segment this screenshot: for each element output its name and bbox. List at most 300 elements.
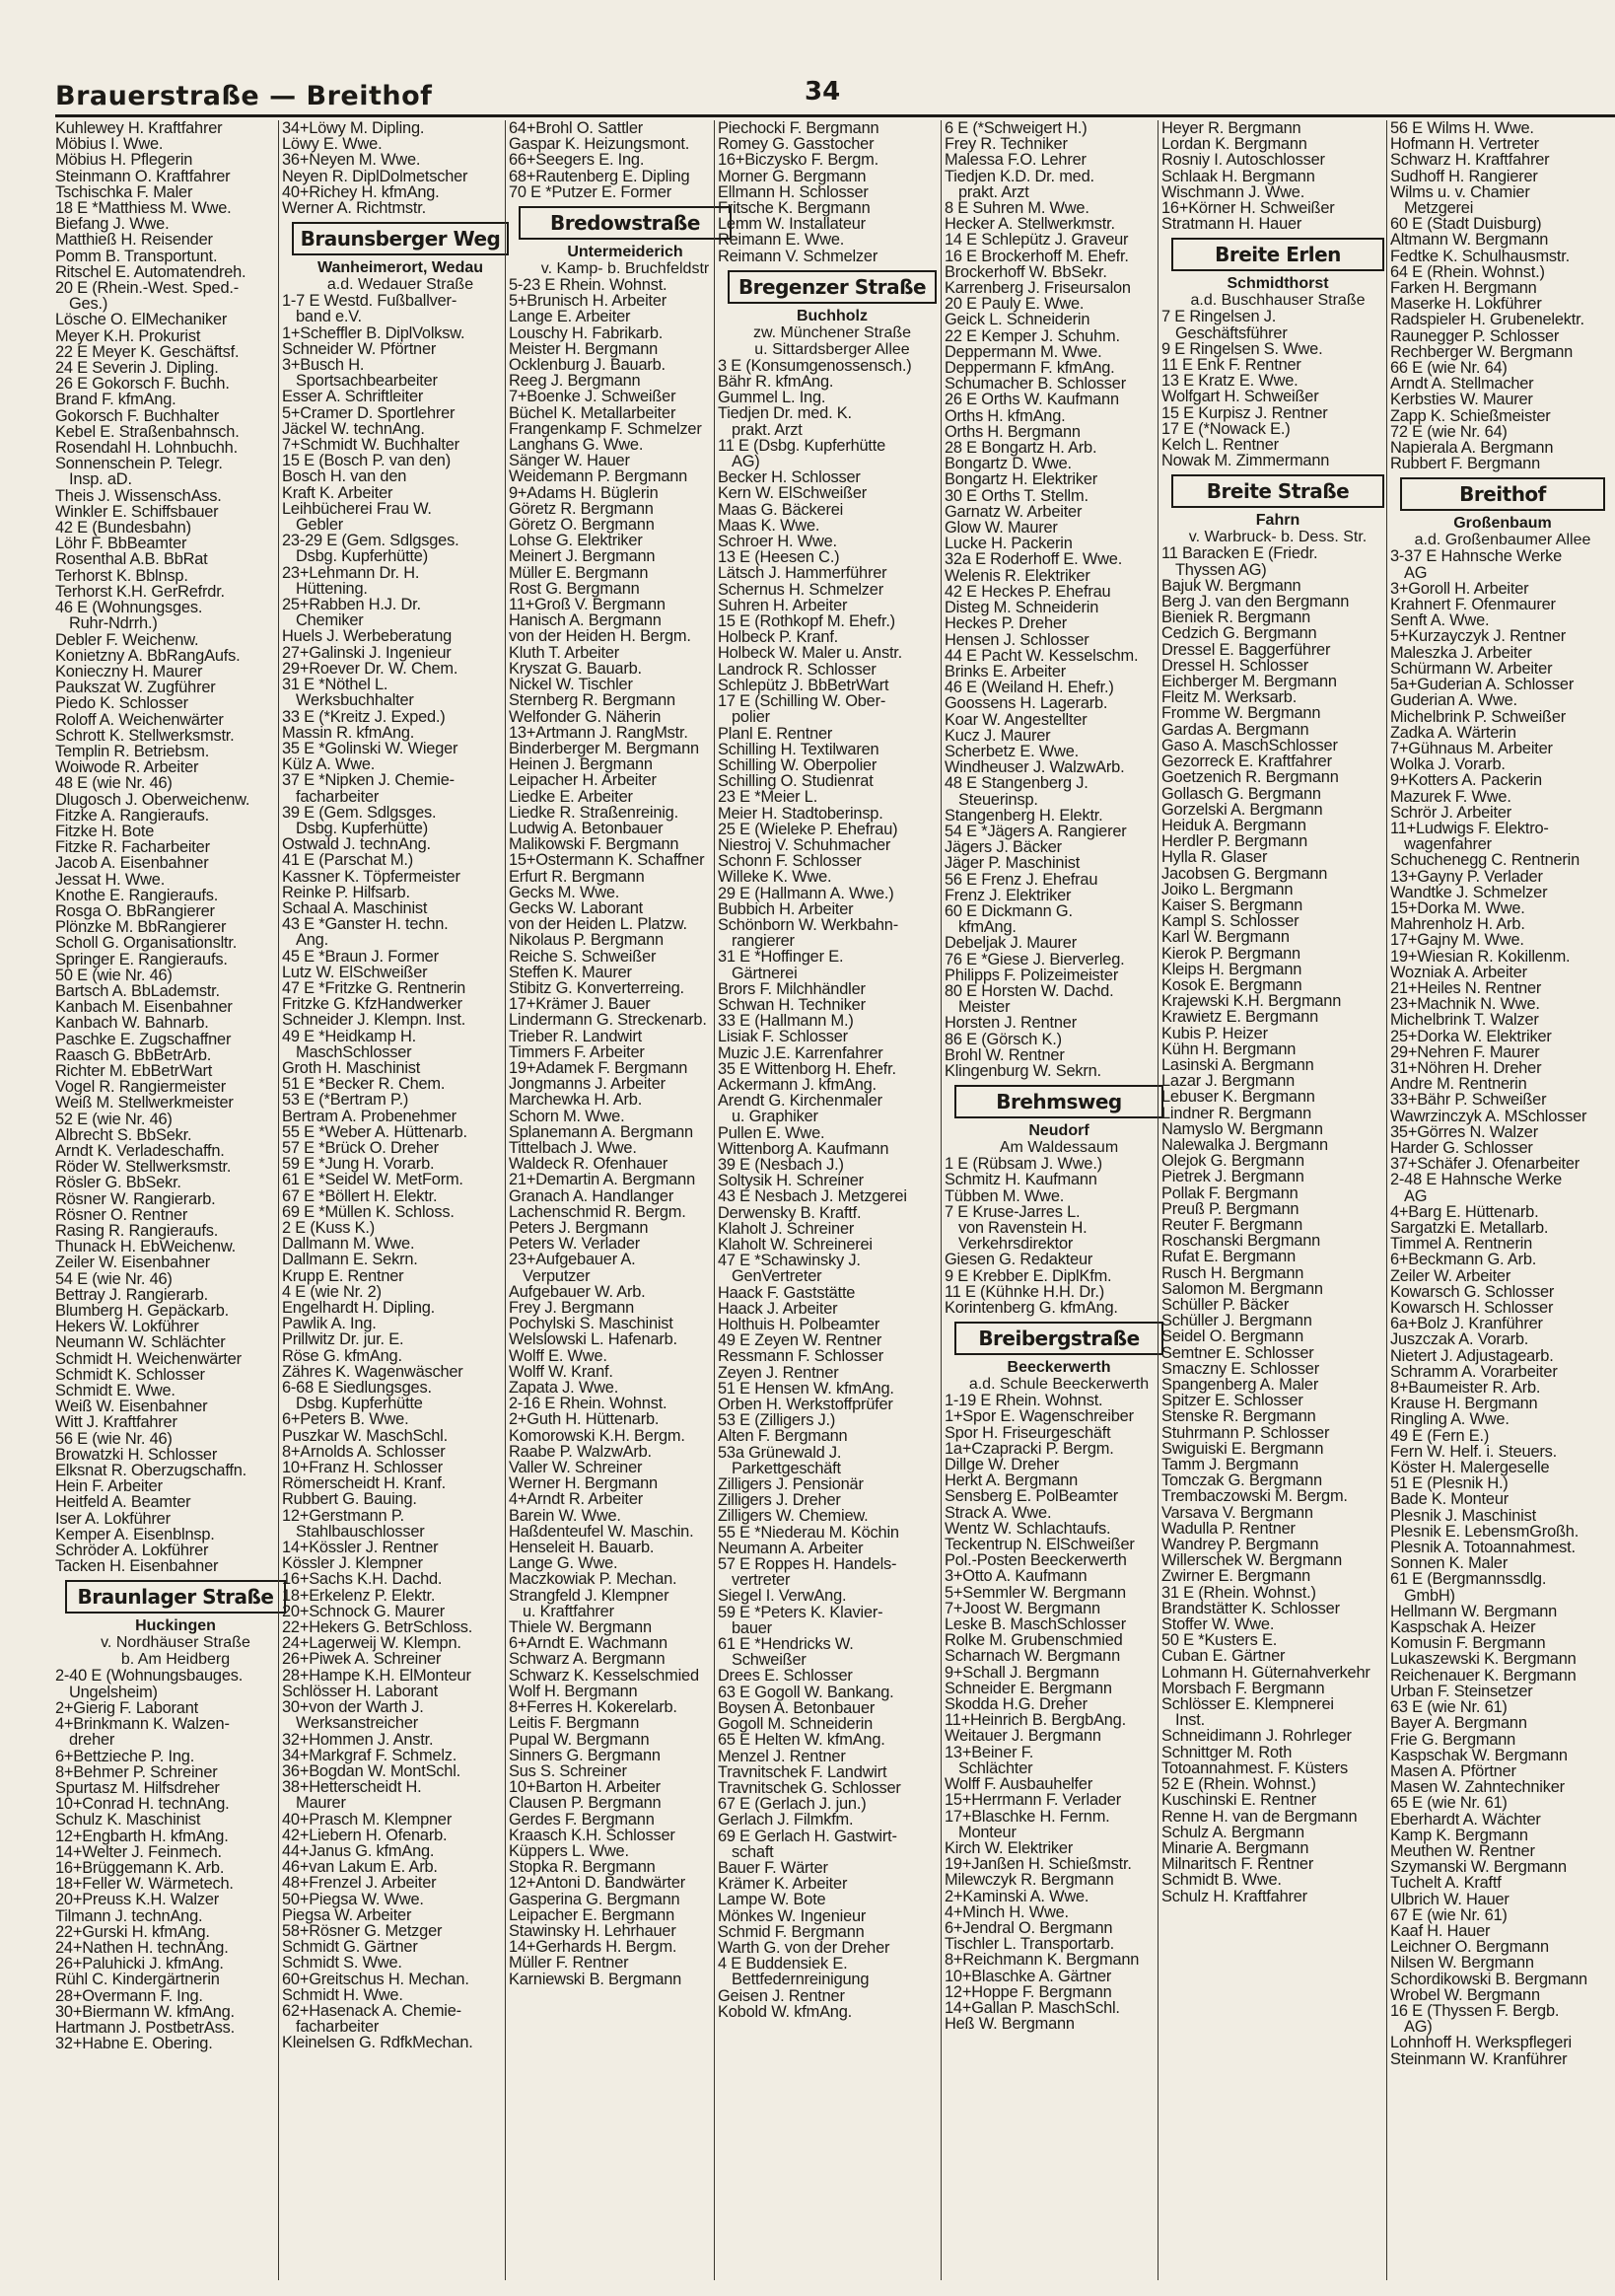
directory-entry: Ludwig A. Betonbauer: [509, 819, 664, 837]
directory-entry: Lohnhoff H. Werkspflegeri: [1390, 2034, 1572, 2052]
street-location: zw. Münchener Straße: [752, 323, 912, 341]
directory-entry: Krawietz E. Bergmann: [1161, 1008, 1319, 1027]
directory-entry: Weiß W. Eisenbahner: [55, 1398, 208, 1416]
directory-entry: 3+Goroll H. Arbeiter: [1390, 579, 1529, 598]
directory-entry: Rechberger W. Bergmann: [1390, 342, 1574, 361]
directory-entry: 37+Schäfer J. Ofenarbeiter: [1390, 1155, 1580, 1174]
directory-entry: Gummel L. Ing.: [718, 389, 826, 407]
directory-entry: Fern W. Helf. i. Steuers.: [1390, 1442, 1557, 1461]
directory-entry: Jongmanns J. Arbeiter: [509, 1075, 666, 1094]
directory-entry: Spor H. Friseurgeschäft: [945, 1423, 1111, 1442]
directory-entry: Zapp K. Schießmeister: [1390, 406, 1551, 425]
directory-entry: 49 E *Heidkamp H.: [282, 1027, 416, 1045]
directory-entry: Urban F. Steinsetzer: [1390, 1682, 1533, 1700]
directory-entry: Kluth T. Arbeiter: [509, 643, 620, 662]
directory-entry: Rosenthal A.B. BbRat: [55, 550, 208, 569]
directory-entry: Neyen R. DiplDolmetscher: [282, 167, 468, 185]
directory-entry: 62+Hasenack A. Chemie-: [282, 2001, 461, 2020]
directory-entry: Tuchelt A. Kraftf: [1390, 1874, 1502, 1893]
directory-entry: Jacob A. Eisenbahner: [55, 854, 209, 873]
directory-entry: Hylla R. Glaser: [1161, 848, 1268, 867]
directory-entry: Welslowski L. Hafenarb.: [509, 1330, 677, 1349]
directory-entry: Bubbich H. Arbeiter: [718, 899, 854, 918]
entry-continuation: rangierer: [732, 932, 795, 951]
directory-entry: 6+Bettzieche P. Ing.: [55, 1747, 195, 1765]
directory-entry: Strangfeld J. Klempner: [509, 1586, 669, 1605]
directory-entry: 3+Otto A. Kaufmann: [945, 1567, 1088, 1586]
directory-entry: Jägers J. Bäcker: [945, 838, 1062, 857]
directory-entry: Krajewski K.H. Bergmann: [1161, 992, 1342, 1011]
directory-entry: Pochylski S. Maschinist: [509, 1315, 673, 1333]
directory-entry: Garnatz W. Arbeiter: [945, 502, 1083, 521]
directory-entry: Raasch G. BbBetrArb.: [55, 1045, 212, 1064]
directory-entry: 11+Groß V. Bergmann: [509, 596, 666, 614]
directory-entry: 53 E (*Bertram P.): [282, 1091, 409, 1110]
directory-entry: 8+Ferres H. Kokerelarb.: [509, 1698, 677, 1717]
directory-entry: Reeg J. Bergmann: [509, 372, 641, 391]
directory-entry: Mazurek F. Wwe.: [1390, 787, 1511, 806]
directory-entry: Lange E. Arbeiter: [509, 308, 631, 326]
directory-entry: Haßdenteufel W. Maschin.: [509, 1522, 694, 1541]
directory-entry: Bähr R. kfmAng.: [718, 373, 834, 392]
directory-entry: Rosga O. BbRangierer: [55, 901, 215, 920]
directory-entry: 17+Gajny M. Wwe.: [1390, 931, 1524, 950]
directory-entry: 12+Antoni D. Bandwärter: [509, 1874, 685, 1893]
directory-entry: Dressel H. Schlosser: [1161, 656, 1309, 675]
directory-entry: Pollak F. Bergmann: [1161, 1184, 1299, 1202]
directory-entry: 13 E Kratz E. Wwe.: [1161, 372, 1299, 391]
street-location: a.d. Schule Beeckerwerth: [968, 1376, 1150, 1394]
directory-entry: Kerbsties W. Maurer: [1390, 391, 1533, 409]
directory-entry: Jäckel W. technAng.: [282, 419, 425, 438]
directory-entry: 15 E (Bosch P. van den): [282, 452, 451, 470]
directory-entry: Aufgebauer W. Arb.: [509, 1282, 646, 1301]
directory-entry: Gaso A. MaschSchlosser: [1161, 736, 1338, 754]
directory-entry: Löhr F. BbBeamter: [55, 535, 187, 553]
directory-entry: Trieber R. Landwirt: [509, 1027, 642, 1045]
directory-entry: Wadulla P. Rentner: [1161, 1519, 1296, 1538]
street-location: v. Kamp- b. Bruchfeldstr: [540, 260, 710, 278]
directory-entry: 56 E Wilms H. Wwe.: [1390, 120, 1534, 137]
directory-entry: Schnittger M. Roth: [1161, 1743, 1293, 1761]
directory-entry: Rösler G. BbSekr.: [55, 1174, 181, 1192]
directory-entry: 54 E (wie Nr. 46): [55, 1269, 173, 1288]
directory-entry: Neumann W. Schlächter: [55, 1333, 226, 1352]
directory-entry: Gecks M. Wwe.: [509, 883, 620, 901]
directory-entry: Sudhoff H. Rangierer: [1390, 167, 1538, 185]
directory-entry: Hein F. Arbeiter: [55, 1477, 163, 1496]
directory-entry: 19+Adamek F. Bergmann: [509, 1058, 688, 1077]
directory-entry: Stibitz G. Konverterreing.: [509, 978, 684, 997]
directory-entry: Zeiler W. Arbeiter: [1390, 1266, 1511, 1285]
directory-entry: Köster H. Malergeselle: [1390, 1459, 1550, 1477]
directory-entry: Ellmann H. Schlosser: [718, 182, 869, 201]
directory-entry: Harder G. Schlosser: [1390, 1138, 1533, 1157]
entry-continuation: prakt. Arzt: [958, 182, 1029, 201]
entry-continuation: Thyssen AG): [1175, 560, 1267, 579]
directory-entry: Bongartz D. Wwe.: [945, 455, 1072, 473]
directory-entry: 53a Grünewald J.: [718, 1443, 842, 1462]
directory-entry: Suhren H. Arbeiter: [718, 596, 848, 614]
directory-entry: Andre M. Rentnerin: [1390, 1075, 1527, 1094]
directory-entry: 5+Semmler W. Bergmann: [945, 1583, 1126, 1602]
directory-entry: Zilligers J. Dreher: [718, 1491, 841, 1510]
directory-entry: 56 E Frenz J. Ehefrau: [945, 870, 1098, 889]
directory-entry: Plesnik A. Totoannahmest.: [1390, 1539, 1576, 1557]
directory-entry: 16 E (Thyssen F. Bergb.: [1390, 2001, 1560, 2020]
directory-entry: Vogel R. Rangiermeister: [55, 1078, 227, 1097]
directory-entry: Pupal W. Bergmann: [509, 1730, 650, 1749]
directory-entry: Leitis F. Bergmann: [509, 1714, 640, 1733]
directory-entry: Raabe P. WalzwArb.: [509, 1442, 652, 1461]
directory-entry: 6+Beckmann G. Arb.: [1390, 1251, 1537, 1269]
directory-entry: Deppermann M. Wwe.: [945, 342, 1102, 361]
entry-continuation: Bettfedernreinigung: [732, 1971, 870, 1989]
entry-continuation: AG): [732, 453, 760, 471]
street-location: v. Nordhäuser Straße: [101, 1634, 250, 1652]
entry-continuation: Ungelsheim): [69, 1683, 158, 1701]
directory-entry: 41 E (Parschat M.): [282, 851, 414, 870]
district-label: Huckingen: [135, 1617, 216, 1635]
entry-continuation: Metzgerei: [1404, 199, 1474, 218]
directory-entry: Möbius H. Pflegerin: [55, 151, 193, 170]
directory-entry: 47 E *Fritzke G. Rentnerin: [282, 978, 466, 997]
directory-entry: Schmidt H. Wwe.: [282, 1985, 403, 2004]
directory-entry: Peters J. Bergmann: [509, 1219, 649, 1237]
directory-entry: Leske B. MaschSchlosser: [945, 1615, 1126, 1634]
directory-entry: 2+Gierig F. Laborant: [55, 1698, 198, 1717]
directory-entry: Binderberger M. Bergmann: [509, 739, 699, 757]
directory-entry: Schwarz A. Bergmann: [509, 1650, 666, 1669]
directory-entry: Lisiak F. Schlosser: [718, 1028, 848, 1046]
directory-entry: 46+van Lakum E. Arb.: [282, 1858, 438, 1877]
directory-entry: Krahnert F. Ofenmaurer: [1390, 596, 1556, 614]
directory-entry: 14+Gallan P. MaschSchl.: [945, 1998, 1120, 2017]
directory-entry: 6a+Bolz J. Kranführer: [1390, 1315, 1543, 1333]
directory-entry: Geick L. Schneiderin: [945, 311, 1090, 329]
directory-entry: Ringling A. Wwe.: [1390, 1410, 1510, 1429]
directory-entry: Eberhardt A. Wächter: [1390, 1810, 1541, 1829]
directory-entry: Bade K. Monteur: [1390, 1490, 1510, 1509]
directory-entry: Lohse G. Elektriker: [509, 532, 643, 550]
directory-entry: 5+Cramer D. Sportlehrer: [282, 403, 456, 422]
directory-entry: 46 E (Wohnungsges.: [55, 599, 203, 617]
directory-entry: Schneider E. Bergmann: [945, 1679, 1112, 1697]
directory-entry: 7 E Ringelsen J.: [1161, 308, 1277, 326]
directory-entry: Hellmann W. Bergmann: [1390, 1602, 1558, 1620]
column-4: [714, 120, 947, 2280]
directory-entry: Piechocki F. Bergmann: [718, 120, 879, 137]
directory-entry: 2-40 E (Wohnungsbauges.: [55, 1667, 244, 1686]
directory-entry: Plönzke M. BbRangierer: [55, 918, 227, 937]
directory-entry: Bajuk W. Bergmann: [1161, 576, 1301, 595]
directory-entry: 29+Nehren F. Maurer: [1390, 1042, 1540, 1061]
directory-entry: 2-48 E Hahnsche Werke: [1390, 1171, 1563, 1189]
directory-entry: Landrock R. Schlosser: [718, 660, 877, 679]
directory-entry: Spurtasz M. Hilfsdreher: [55, 1778, 220, 1797]
directory-entry: Heyer R. Bergmann: [1161, 120, 1301, 137]
directory-entry: 76 E *Giese J. Bierverleg.: [945, 950, 1125, 969]
running-head: Brauerstraße — Breithof: [55, 81, 433, 111]
directory-entry: Bettray J. Rangierarb.: [55, 1285, 209, 1304]
directory-entry: Tschischka F. Maler: [55, 182, 193, 201]
entry-continuation: Ges.): [69, 295, 108, 314]
directory-entry: 6-68 E Siedlungsges.: [282, 1379, 432, 1398]
directory-entry: 4+Arndt R. Arbeiter: [509, 1490, 644, 1509]
directory-entry: Lampe W. Bote: [718, 1891, 826, 1909]
directory-entry: Fritsche K. Bergmann: [718, 199, 871, 218]
directory-entry: Kaiser S. Bergmann: [1161, 896, 1303, 914]
directory-entry: Matthieß H. Reisender: [55, 231, 213, 250]
entry-continuation: Schlächter: [958, 1758, 1033, 1777]
directory-entry: 51 E (Plesnik H.): [1390, 1474, 1509, 1493]
directory-entry: 1+Spor E. Wagenschreiber: [945, 1407, 1134, 1426]
directory-entry: 42 E Heckes P. Ehefrau: [945, 582, 1111, 601]
directory-entry: Holthuis H. Polbeamter: [718, 1316, 880, 1334]
directory-entry: Windheuser J. WalzwArb.: [945, 758, 1125, 777]
directory-entry: 33 E (*Kreitz J. Exped.): [282, 707, 446, 726]
street-location: u. Sittardsberger Allee: [754, 340, 910, 358]
directory-entry: Maas K. Wwe.: [718, 516, 820, 535]
directory-entry: Preuß P. Bergmann: [1161, 1199, 1299, 1218]
directory-entry: Schernus H. Schmelzer: [718, 580, 883, 599]
directory-entry: Kössler J. Klempner: [282, 1554, 423, 1573]
directory-entry: Tilmann J. technAng.: [55, 1906, 203, 1925]
directory-entry: Schilling H. Textilwaren: [718, 740, 879, 758]
directory-entry: 16+Brüggemann K. Arb.: [55, 1858, 225, 1877]
directory-entry: Koar W. Angestellter: [945, 710, 1088, 729]
directory-entry: Schneidimann J. Rohrleger: [1161, 1727, 1352, 1746]
directory-entry: 47 E *Schawinsky J.: [718, 1252, 861, 1270]
directory-entry: 22 E Kemper J. Schuhm.: [945, 326, 1120, 345]
directory-entry: Maleszka J. Arbeiter: [1390, 643, 1532, 662]
directory-entry: Herkt A. Bergmann: [945, 1471, 1079, 1490]
directory-entry: Wawrzinczyk A. MSchlosser: [1390, 1107, 1587, 1125]
directory-entry: Kampl S. Schlosser: [1161, 912, 1299, 931]
directory-entry: Hofmann H. Vertreter: [1390, 135, 1539, 154]
entry-continuation: prakt. Arzt: [732, 420, 803, 439]
district-label: Untermeiderich: [567, 244, 683, 261]
directory-entry: 28+Overmann F. Ing.: [55, 1986, 203, 2005]
directory-entry: Puszkar W. MaschSchl.: [282, 1426, 448, 1445]
directory-entry: Wolff E. Wwe.: [509, 1346, 607, 1365]
directory-entry: 16 E Brockerhoff M. Ehefr.: [945, 247, 1129, 265]
directory-entry: Bongartz H. Elektriker: [945, 470, 1098, 489]
directory-entry: Schmidt H. Weichenwärter: [55, 1349, 242, 1368]
directory-entry: Schröder A. Lokführer: [55, 1542, 209, 1560]
directory-entry: 46 E (Weiland H. Ehefr.): [945, 679, 1114, 697]
directory-entry: 29 E (Hallmann A. Wwe.): [718, 884, 894, 902]
directory-entry: 10+Franz H. Schlosser: [282, 1459, 443, 1477]
directory-entry: 29+Roever Dr. W. Chem.: [282, 659, 458, 678]
directory-entry: 80 E Horsten W. Dachd.: [945, 981, 1114, 1000]
entry-continuation: Chemiker: [296, 611, 364, 630]
directory-entry: Schüller J. Bergmann: [1161, 1312, 1312, 1330]
directory-entry: Niestroj V. Schuhmacher: [718, 835, 891, 854]
directory-entry: Plesnik J. Maschinist: [1390, 1506, 1536, 1525]
directory-entry: Bosch H. van den: [282, 467, 407, 486]
directory-entry: Reichenauer K. Bergmann: [1390, 1666, 1577, 1685]
directory-entry: Müller F. Rentner: [509, 1954, 629, 1973]
street-location: a.d. Großenbaumer Allee: [1414, 532, 1591, 549]
directory-entry: Tübben M. Wwe.: [945, 1186, 1065, 1205]
directory-entry: Muzic J.E. Karrenfahrer: [718, 1043, 883, 1062]
directory-entry: 24+Lagerweij W. Klempn.: [282, 1634, 461, 1653]
directory-entry: 14+Welter J. Feinmech.: [55, 1842, 222, 1861]
directory-entry: Dressel E. Baggerführer: [1161, 640, 1331, 659]
directory-entry: Engelhardt H. Dipling.: [282, 1299, 436, 1318]
directory-entry: 6+Jendral O. Bergmann: [945, 1918, 1113, 1937]
directory-entry: Rosniy I. Autoschlosser: [1161, 151, 1325, 170]
directory-entry: Fedtke K. Schulhausmstr.: [1390, 247, 1570, 265]
directory-entry: Pietrek J. Bergmann: [1161, 1168, 1304, 1186]
directory-entry: Steffen K. Maurer: [509, 963, 632, 981]
entry-continuation: Verkehrsdirektor: [958, 1235, 1074, 1254]
directory-entry: Wrobel W. Bergmann: [1390, 1985, 1540, 2004]
directory-entry: 27+Galinski J. Ingenieur: [282, 643, 452, 662]
directory-entry: Küppers L. Wwe.: [509, 1841, 629, 1860]
directory-entry: Zeiler W. Eisenbahner: [55, 1254, 211, 1272]
directory-entry: Konietzny A. BbRangAufs.: [55, 646, 241, 665]
directory-entry: Meuthen W. Rentner: [1390, 1841, 1535, 1860]
directory-entry: 67 E (wie Nr. 61): [1390, 1905, 1508, 1924]
directory-entry: 8+Reichmann K. Bergmann: [945, 1951, 1140, 1970]
directory-entry: 35+Görres N. Walzer: [1390, 1122, 1538, 1141]
directory-entry: Mönkes W. Ingenieur: [718, 1906, 867, 1925]
directory-entry: Glow W. Maurer: [945, 519, 1058, 538]
directory-entry: Gorzelski A. Bergmann: [1161, 800, 1323, 819]
directory-entry: Blumberg H. Gepäckarb.: [55, 1302, 229, 1321]
directory-entry: Browatzki H. Schlosser: [55, 1445, 218, 1464]
directory-entry: Sonnen K. Maler: [1390, 1554, 1509, 1573]
directory-entry: 3 E (Konsumgenossensch.): [718, 356, 912, 375]
directory-entry: Totoannahmest. F. Küsters: [1161, 1758, 1349, 1777]
directory-entry: 65 E Helten W. kfmAng.: [718, 1731, 885, 1750]
directory-entry: Gasperina G. Bergmann: [509, 1890, 680, 1908]
directory-entry: Fitzke R. Facharbeiter: [55, 838, 210, 857]
directory-entry: 49 E Zeyen W. Rentner: [718, 1331, 882, 1350]
directory-entry: 68+Rautenberg E. Dipling: [509, 167, 690, 185]
directory-entry: Louschy H. Fabrikarb.: [509, 323, 664, 342]
directory-entry: 32a E Roderhoff E. Wwe.: [945, 550, 1123, 569]
directory-entry: Nowak M. Zimmermann: [1161, 452, 1330, 470]
entry-continuation: Maurer: [296, 1794, 346, 1813]
directory-entry: Kaaf H. Hauer: [1390, 1921, 1491, 1940]
directory-entry: 7+Boenke J. Schweißer: [509, 388, 676, 406]
directory-entry: Albrecht S. BbSekr.: [55, 1125, 192, 1144]
directory-entry: 19+Janßen H. Schießmstr.: [945, 1855, 1132, 1874]
directory-entry: Brinks E. Arbeiter: [945, 662, 1067, 681]
directory-entry: Schmidt S. Wwe.: [282, 1954, 402, 1973]
directory-entry: Tiedjen K.D. Dr. med.: [945, 167, 1094, 185]
directory-entry: Tischler L. Transportarb.: [945, 1935, 1115, 1954]
directory-entry: 22+Gurski H. kfmAng.: [55, 1922, 210, 1941]
directory-entry: Lukaszewski K. Bergmann: [1390, 1650, 1577, 1669]
directory-entry: Roloff A. Weichenwärter: [55, 710, 224, 729]
directory-entry: Kuschinski E. Rentner: [1161, 1791, 1317, 1810]
directory-entry: 60+Greitschus H. Mechan.: [282, 1970, 469, 1988]
directory-entry: Kosok E. Bergmann: [1161, 975, 1302, 994]
directory-entry: Bauer F. Wärter: [718, 1858, 828, 1877]
directory-entry: Maserke H. Lokführer: [1390, 295, 1542, 314]
directory-entry: Liedke E. Arbeiter: [509, 787, 633, 806]
directory-entry: 2 E (Kuss K.): [282, 1219, 375, 1237]
directory-entry: Kucz J. Maurer: [945, 726, 1051, 745]
directory-entry: Holbeck W. Maler u. Anstr.: [718, 644, 903, 663]
directory-entry: Büchel K. Metallarbeiter: [509, 403, 676, 422]
directory-entry: Scherbetz E. Wwe.: [945, 742, 1079, 760]
directory-entry: Schneider W. Pförtner: [282, 339, 437, 358]
directory-entry: 26+Piwek A. Schreiner: [282, 1650, 442, 1669]
directory-entry: Spangenberg A. Maler: [1161, 1376, 1319, 1395]
directory-entry: 61 E *Seidel W. MetForm.: [282, 1171, 463, 1189]
directory-entry: Wolff F. Ausbauhelfer: [945, 1775, 1093, 1794]
street-heading: Breite Erlen: [1171, 238, 1384, 271]
directory-entry: 35 E *Golinski W. Wieger: [282, 739, 458, 757]
directory-entry: 25+Dorka W. Elektriker: [1390, 1027, 1552, 1045]
directory-entry: Lucke H. Packerin: [945, 535, 1073, 553]
directory-entry: Raunegger P. Schlosser: [1390, 326, 1560, 345]
directory-entry: 69 E Gerlach H. Gastwirt-: [718, 1827, 897, 1845]
directory-entry: 72 E (wie Nr. 64): [1390, 422, 1508, 441]
directory-entry: Gaspar K. Heizungsmont.: [509, 135, 690, 154]
directory-entry: Masen A. Pförtner: [1390, 1761, 1516, 1780]
directory-entry: 60 E (Stadt Duisburg): [1390, 215, 1542, 234]
street-heading: Brehmsweg: [954, 1085, 1163, 1118]
directory-entry: 7+Gühnaus M. Arbeiter: [1390, 739, 1553, 757]
directory-entry: Travnitschek G. Schlosser: [718, 1778, 901, 1797]
directory-entry: Weidemann P. Bergmann: [509, 467, 688, 486]
directory-entry: Schaal A. Maschinist: [282, 898, 428, 917]
directory-entry: 6 E (*Schweigert H.): [945, 120, 1088, 137]
directory-entry: Wentz W. Schlachtaufs.: [945, 1519, 1111, 1538]
directory-entry: Boysen A. Betonbauer: [718, 1698, 876, 1717]
directory-page: [55, 69, 1615, 2288]
directory-entry: Seidel O. Bergmann: [1161, 1327, 1303, 1346]
entry-continuation: GmbH): [1404, 1586, 1455, 1605]
directory-entry: 23+Machnik N. Wwe.: [1390, 995, 1540, 1014]
directory-entry: Lohmann H. Güternahverkehr: [1161, 1663, 1370, 1682]
district-label: Buchholz: [797, 307, 868, 324]
directory-entry: 16+Körner H. Schweißer: [1161, 199, 1335, 218]
directory-entry: 31 E *Nöthel L.: [282, 676, 388, 694]
directory-entry: Külz A. Wwe.: [282, 755, 376, 774]
directory-entry: 11 E Enk F. Rentner: [1161, 356, 1301, 375]
directory-entry: Schroer H. Wwe.: [718, 533, 837, 551]
entry-continuation: Parkettgeschäft: [732, 1459, 841, 1477]
street-location: Am Waldessaum: [999, 1139, 1119, 1157]
directory-entry: Brand F. kfmAng.: [55, 391, 176, 409]
directory-entry: Tittelbach J. Wwe.: [509, 1138, 637, 1157]
directory-entry: Kowarsch H. Schlosser: [1390, 1299, 1554, 1318]
directory-entry: Meier H. Stadtoberinsp.: [718, 804, 883, 823]
directory-entry: 59 E *Peters K. Klavier-: [718, 1603, 883, 1621]
directory-entry: Arendt G. Kirchenmaler: [718, 1092, 882, 1111]
directory-entry: Juszczak A. Vorarb.: [1390, 1330, 1529, 1349]
directory-entry: Thiele W. Bergmann: [509, 1618, 652, 1637]
entry-continuation: Dsbg. Kupferhütte): [296, 819, 428, 837]
directory-entry: Schulz A. Bergmann: [1161, 1823, 1304, 1841]
directory-entry: Gardas A. Bergmann: [1161, 720, 1309, 739]
directory-entry: Zeyen J. Rentner: [718, 1363, 839, 1382]
entry-continuation: Dsbg. Kupferhütte): [296, 547, 428, 566]
directory-entry: Römerscheidt H. Kranf.: [282, 1474, 446, 1493]
directory-entry: Welfonder G. Näherin: [509, 707, 662, 726]
directory-entry: Holbeck P. Kranf.: [718, 628, 839, 647]
directory-entry: Schlaak H. Bergmann: [1161, 167, 1315, 185]
directory-entry: Scholl G. Organisationsltr.: [55, 934, 238, 953]
directory-entry: 43 E *Ganster H. techn.: [282, 915, 449, 934]
